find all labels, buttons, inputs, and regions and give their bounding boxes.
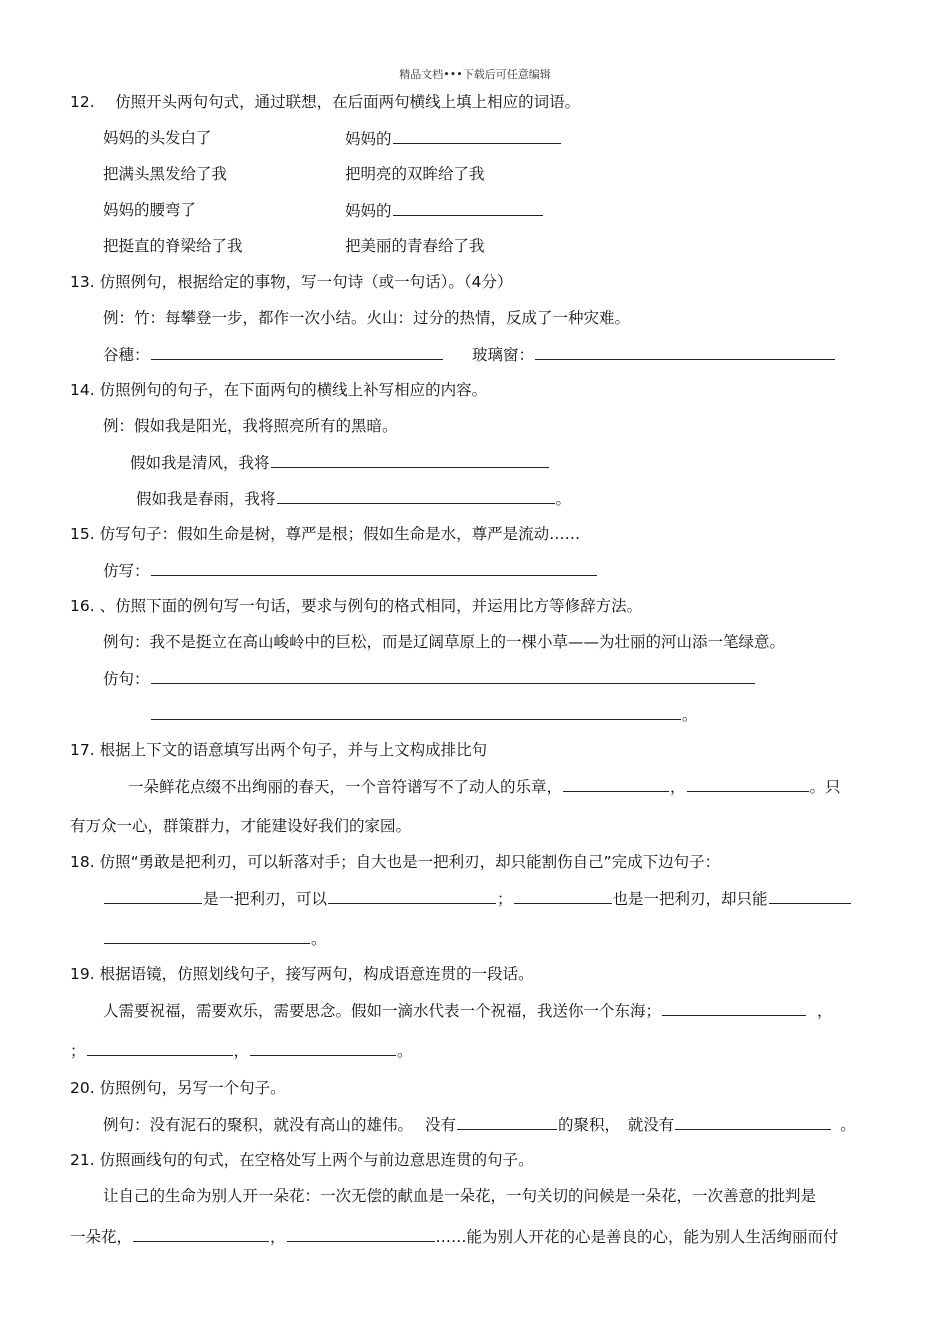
answer-blank[interactable] (563, 776, 669, 792)
answer-blank[interactable] (271, 452, 549, 468)
q17-title: 17. 根据上下文的语意填写出两个句子，并与上文构成排比句 (70, 741, 488, 759)
q19-text1: 人需要祝福，需要欢乐，需要思念。假如一滴水代表一个祝福，我送你一个东海； (103, 1002, 662, 1020)
q13-label-b: 玻璃窗： (472, 346, 535, 364)
q12-row3-right (345, 200, 544, 221)
q12-row4-right: 把美丽的青春给了我 (345, 237, 485, 255)
q15-title: 15. 仿写句子：假如生命是树，尊严是根；假如生命是水，尊严是流动…… (70, 525, 581, 543)
answer-blank[interactable] (514, 888, 612, 904)
answer-blank[interactable] (675, 1114, 831, 1130)
answer-blank[interactable] (662, 1000, 806, 1016)
answer-blank[interactable] (287, 1226, 435, 1242)
answer-blank[interactable] (151, 560, 597, 576)
q17-text1-end: 。只 (809, 778, 841, 796)
q21-text1: 一朵花， (70, 1228, 133, 1246)
q16-end: 。 (682, 706, 698, 724)
q12-row1-right-text: 妈妈的 (345, 130, 392, 148)
q17-para-line1 (128, 776, 841, 797)
answer-blank[interactable] (104, 928, 310, 944)
answer-blank[interactable] (457, 1114, 557, 1130)
q12-row1-right (345, 128, 562, 149)
q21-title: 21. 仿照画线句的句式，在空格处写上两个与前边意思连贯的句子。 (70, 1151, 534, 1169)
answer-blank[interactable] (87, 1040, 233, 1056)
answer-blank[interactable] (687, 776, 809, 792)
q15-label: 仿写： (103, 562, 150, 580)
q16-line1 (103, 668, 756, 689)
q18-text1: 是一把利刃，可以 (203, 890, 328, 908)
q13-example: 例：竹：每攀登一步，都作一次小结。火山：过分的热情，反成了一种灾难。 (103, 309, 631, 327)
q19-text1-end: ， (817, 1002, 833, 1020)
q14-line-a (130, 452, 550, 473)
answer-blank[interactable] (133, 1226, 269, 1242)
q14-title: 14. 仿照例句的句子，在下面两句的横线上补写相应的内容。 (70, 381, 488, 399)
q18-line2 (103, 928, 327, 949)
q16-example: 例句：我不是挺立在高山峻岭中的巨松，而是辽阔草原上的一棵小草——为壮丽的河山添一笔绿意。 (103, 633, 786, 651)
q18-end: 。 (311, 930, 327, 948)
q20-end: 。 (840, 1116, 856, 1134)
q19-end: 。 (397, 1042, 413, 1060)
answer-blank[interactable] (151, 344, 443, 360)
answer-blank[interactable] (151, 704, 681, 720)
q12-row2-left: 把满头黑发给了我 (103, 165, 228, 183)
answer-blank[interactable] (104, 888, 202, 904)
answer-blank[interactable] (769, 888, 851, 904)
q21-para-line1: 让自己的生命为别人开一朵花：一次无偿的献血是一朵花，一句关切的问候是一朵花，一次善意的批判是 (103, 1187, 817, 1205)
q12-row2-right: 把明亮的双眸给了我 (345, 165, 485, 183)
q12-title: 12. 仿照开头两句句式，通过联想，在后面两句横线上填上相应的词语。 (70, 93, 581, 111)
q18-text3: 也是一把利刃，却只能 (612, 890, 768, 908)
answer-blank[interactable] (250, 1040, 396, 1056)
q16-line2 (150, 704, 698, 725)
q18-title: 18. 仿照“勇敢是把利刃，可以斩落对手；自大也是一把利刃，却只能割伤自己”完成下边句子： (70, 853, 721, 871)
q16-title: 16. 、仿照下面的例句写一句话，要求与例句的格式相同，并运用比方等修辞方法。 (70, 597, 643, 615)
q21-text2: ……能为别人开花的心是善良的心，能为别人生活绚丽而付 (435, 1228, 839, 1246)
q18-line1 (103, 888, 852, 909)
q16-label: 仿句： (103, 670, 150, 688)
q14-end: 。 (555, 490, 572, 508)
q13-label-a: 谷穗： (103, 346, 150, 364)
q13-line-a (103, 344, 444, 365)
q13-title: 13. 仿照例句，根据给定的事物，写一句诗（或一句话）。（4分） (70, 273, 513, 291)
q12-row3-left: 妈妈的腰弯了 (103, 201, 197, 219)
q15-line (103, 560, 598, 581)
q20-text1: 没有 (425, 1116, 457, 1134)
q14-label-b: 假如我是春雨，我将 (136, 490, 276, 508)
q20-example: 例句：没有泥石的聚积，就没有高山的雄伟。 (103, 1116, 414, 1134)
q21-sep: ， (270, 1228, 286, 1246)
answer-blank[interactable] (151, 668, 755, 684)
q19-line1 (103, 1000, 833, 1021)
q19-text2-start: ； (70, 1042, 86, 1060)
q18-text2: ； (497, 890, 513, 908)
q17-text1: 一朵鲜花点缀不出绚丽的春天，一个音符谱写不了动人的乐章， (128, 778, 563, 796)
answer-blank[interactable] (328, 888, 496, 904)
q12-row1-left: 妈妈的头发白了 (103, 129, 212, 147)
q21-para-line2 (70, 1226, 839, 1247)
answer-blank[interactable] (393, 200, 543, 216)
q19-title: 19. 根据语镜，仿照划线句子，接写两句，构成语意连贯的一段话。 (70, 965, 534, 983)
q19-sep: ， (233, 1042, 250, 1060)
q20-line (103, 1114, 856, 1135)
q13-line-b (472, 344, 836, 365)
q20-title: 20. 仿照例句，另写一个句子。 (70, 1079, 286, 1097)
q20-text2: 的聚积， 就没有 (558, 1116, 675, 1134)
q17-para-line2: 有万众一心，群策群力，才能建设好我们的家园。 (70, 817, 412, 835)
q14-example: 例：假如我是阳光，我将照亮所有的黑暗。 (103, 417, 398, 435)
answer-blank[interactable] (535, 344, 835, 360)
q12-row4-left: 把挺直的脊梁给了我 (103, 237, 243, 255)
q17-sep: ， (670, 778, 686, 796)
q12-row3-right-text: 妈妈的 (345, 202, 392, 220)
q14-line-b (136, 488, 571, 509)
answer-blank[interactable] (393, 128, 561, 144)
answer-blank[interactable] (277, 488, 555, 504)
q19-line2 (70, 1040, 413, 1061)
q14-label-a: 假如我是清风，我将 (130, 454, 270, 472)
page-header: 精品文档•••下载后可任意编辑 (399, 68, 551, 81)
